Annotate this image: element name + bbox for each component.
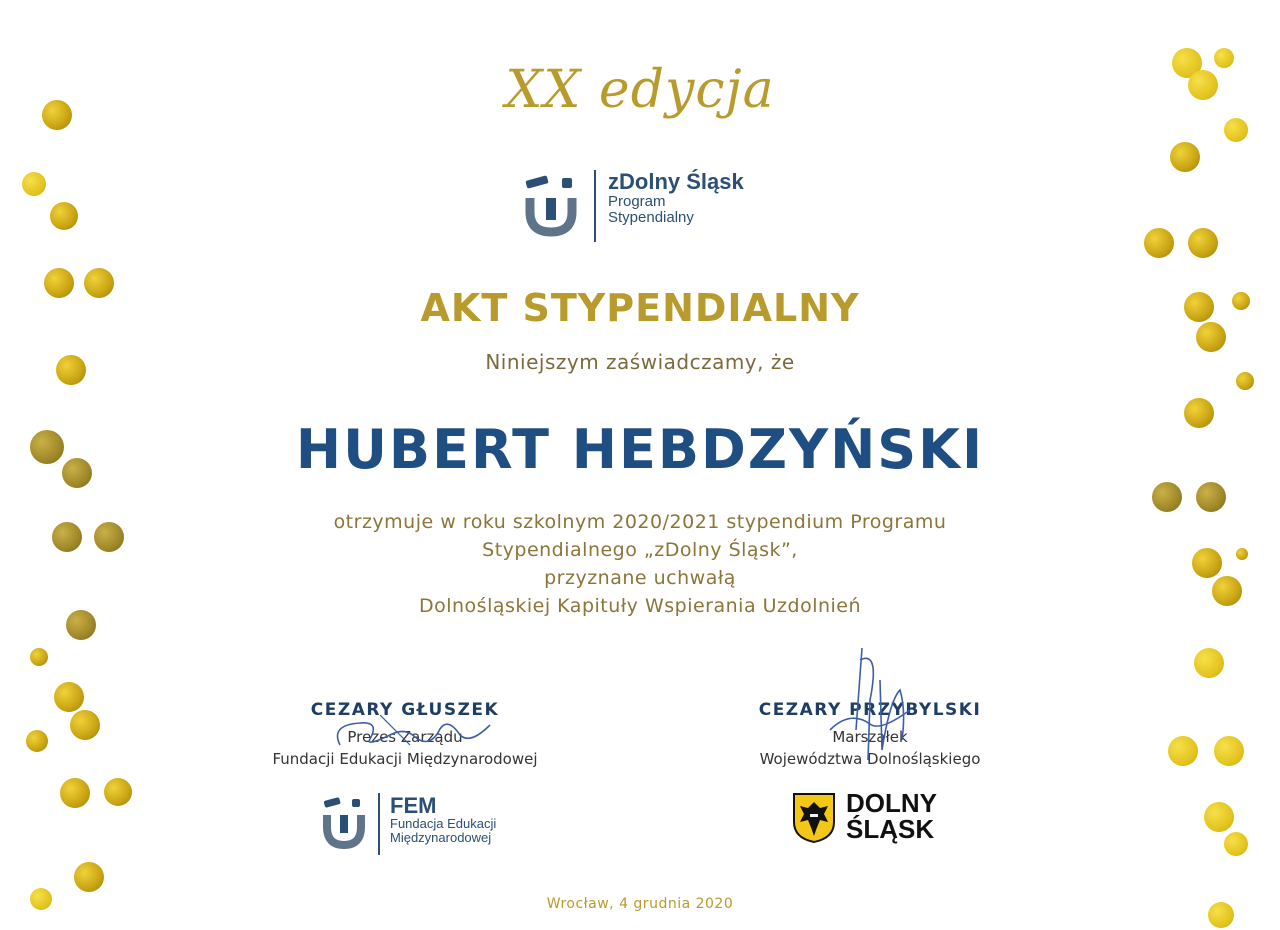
certificate-intro: Niniejszym zaświadczamy, że: [485, 350, 795, 374]
gold-dot: [1214, 736, 1244, 766]
logo-line-1: zDolny Śląsk: [608, 169, 744, 194]
dolny-slask-logo: [792, 790, 972, 850]
body-line-4: Dolnośląskiej Kapituły Wspierania Uzdolnień: [418, 595, 862, 617]
gold-dot: [1144, 228, 1174, 258]
gold-dot: [1188, 70, 1218, 100]
gold-dot: [22, 172, 46, 196]
fem-logo: [322, 793, 522, 855]
zdolny-slask-logo: [524, 168, 764, 248]
body-line-3: przyznane uchwałą: [544, 567, 736, 589]
zdolny-slask-logo-icon: [524, 172, 580, 238]
body-line-2: Stypendialnego „zDolny Śląsk”,: [482, 539, 798, 561]
gold-dot: [1188, 228, 1218, 258]
fem-logo-line-2: Fundacja Edukacji: [390, 816, 497, 831]
edition-label: XX edycja: [505, 60, 775, 120]
gold-dot: [1170, 142, 1200, 172]
gold-dot: [1194, 648, 1224, 678]
recipient-name: HUBERT HEBDZYŃSKI: [295, 418, 985, 481]
place-and-date: Wrocław, 4 grudnia 2020: [546, 896, 734, 912]
gold-dot: [42, 100, 72, 130]
gold-dot: [1224, 118, 1248, 142]
dolny-slask-line-2: ŚLĄSK: [846, 814, 935, 844]
certificate-body: [0, 508, 1280, 620]
dolny-slask-line-1: DOLNY: [846, 788, 937, 818]
signature-left: [320, 705, 500, 755]
gold-dot: [74, 862, 104, 892]
fem-logo-icon: [322, 795, 368, 851]
gold-dot: [50, 202, 78, 230]
signatory-right-role-1: Marszałek: [832, 728, 908, 746]
gold-dot: [70, 710, 100, 740]
fem-logo-line-3: Międzynarodowej: [390, 830, 492, 845]
gold-dot: [1236, 372, 1254, 390]
signatory-right-name: CEZARY PRZYBYLSKI: [758, 700, 982, 720]
gold-dot: [26, 730, 48, 752]
gold-dot: [1214, 48, 1234, 68]
signatory-right-role-2: Województwa Dolnośląskiego: [759, 750, 981, 768]
logo-line-3: Stypendialny: [608, 209, 694, 226]
gold-dot: [1224, 832, 1248, 856]
signatory-left-name: CEZARY GŁUSZEK: [310, 700, 500, 720]
signature-right: [810, 640, 930, 790]
gold-dot: [1168, 736, 1198, 766]
body-line-1: otrzymuje w roku szkolnym 2020/2021 stypendium Programu: [333, 511, 947, 533]
gold-dot: [54, 682, 84, 712]
signatory-left-role-2: Fundacji Edukacji Międzynarodowej: [272, 750, 538, 768]
certificate-title: AKT STYPENDIALNY: [420, 286, 860, 330]
gold-dot: [104, 778, 132, 806]
logo-divider: [594, 170, 596, 242]
gold-dot: [30, 648, 48, 666]
signatory-left-role-1: Prezes Zarządu: [347, 728, 463, 746]
gold-dot: [60, 778, 90, 808]
logo-line-2: Program: [608, 193, 666, 210]
gold-dot: [1204, 802, 1234, 832]
fem-logo-line-1: FEM: [390, 793, 437, 818]
fem-logo-divider: [378, 793, 380, 855]
eagle-crest-icon: [792, 792, 836, 844]
